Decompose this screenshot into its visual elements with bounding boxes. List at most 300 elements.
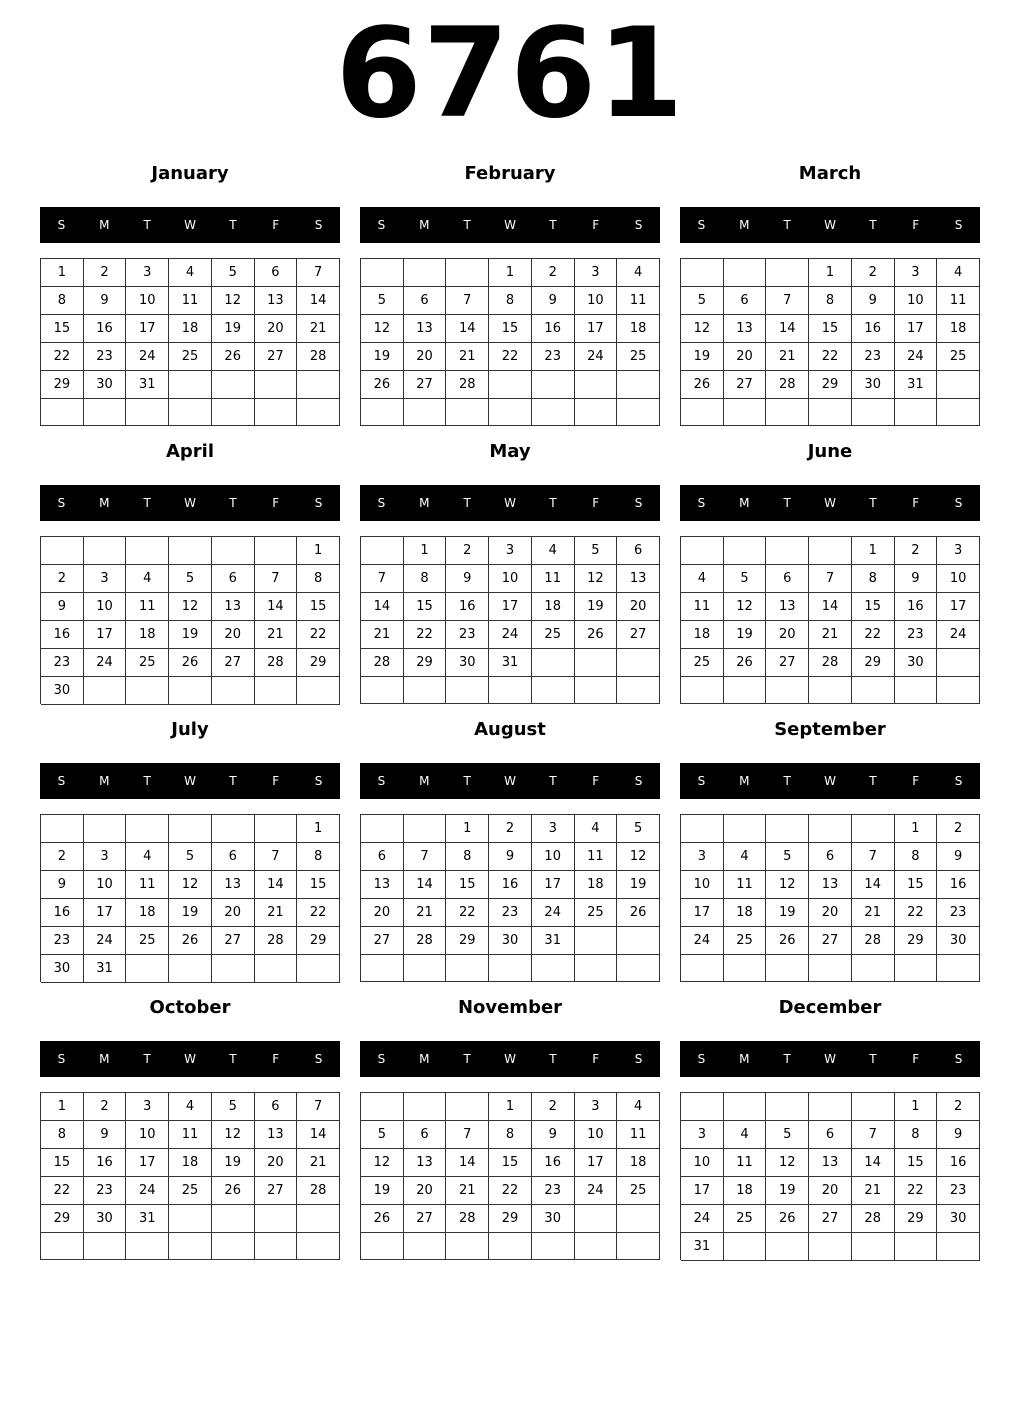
day-cell: 17 — [126, 1149, 169, 1177]
day-cell: 7 — [404, 843, 447, 871]
day-cell: 8 — [809, 287, 852, 315]
empty-cell — [809, 399, 852, 426]
empty-cell — [809, 1233, 852, 1261]
day-cell: 21 — [809, 621, 852, 649]
day-grid — [40, 536, 340, 704]
day-cell: 24 — [681, 1205, 724, 1233]
weekday-label: S — [377, 774, 386, 788]
empty-cell — [84, 1233, 127, 1260]
empty-cell — [361, 815, 404, 843]
day-cell: 12 — [617, 843, 660, 871]
day-cell: 5 — [212, 259, 255, 287]
day-cell: 10 — [681, 1149, 724, 1177]
weekday-label: M — [99, 496, 110, 510]
day-cell: 15 — [297, 871, 340, 899]
empty-cell — [404, 1233, 447, 1260]
empty-cell — [126, 677, 169, 705]
weekday-label: T — [143, 218, 151, 232]
empty-cell — [297, 1205, 340, 1233]
empty-cell — [617, 955, 660, 982]
empty-cell — [937, 677, 980, 704]
empty-cell — [446, 259, 489, 287]
day-cell: 24 — [489, 621, 532, 649]
day-cell: 21 — [255, 899, 298, 927]
day-cell: 28 — [255, 649, 298, 677]
day-cell: 6 — [617, 537, 660, 565]
empty-cell — [617, 927, 660, 955]
day-cell: 23 — [41, 649, 84, 677]
weekday-label: T — [143, 496, 151, 510]
day-cell: 26 — [766, 1205, 809, 1233]
empty-cell — [724, 677, 767, 704]
day-cell: 30 — [895, 649, 938, 677]
day-cell: 10 — [489, 565, 532, 593]
day-grid — [40, 258, 340, 426]
day-cell: 27 — [404, 371, 447, 399]
day-cell: 25 — [617, 1177, 660, 1205]
day-cell: 31 — [681, 1233, 724, 1261]
day-cell: 21 — [766, 343, 809, 371]
day-cell: 22 — [297, 621, 340, 649]
day-cell: 25 — [575, 899, 618, 927]
month-name: July — [171, 719, 209, 740]
day-cell: 24 — [84, 927, 127, 955]
weekday-label: S — [377, 1052, 386, 1066]
day-cell: 11 — [724, 1149, 767, 1177]
day-cell: 2 — [41, 565, 84, 593]
empty-cell — [766, 677, 809, 704]
day-cell: 4 — [724, 1121, 767, 1149]
day-cell: 12 — [361, 315, 404, 343]
empty-cell — [617, 371, 660, 399]
empty-cell — [809, 955, 852, 982]
empty-cell — [895, 399, 938, 426]
weekday-label: S — [314, 218, 323, 232]
empty-cell — [617, 649, 660, 677]
weekday-label: W — [824, 218, 836, 232]
day-cell: 20 — [404, 1177, 447, 1205]
weekday-label: S — [377, 496, 386, 510]
day-cell: 18 — [126, 621, 169, 649]
weekday-label: S — [314, 774, 323, 788]
day-cell: 9 — [489, 843, 532, 871]
weekday-label: T — [143, 774, 151, 788]
day-cell: 7 — [361, 565, 404, 593]
day-cell: 11 — [937, 287, 980, 315]
day-cell: 6 — [766, 565, 809, 593]
day-cell: 9 — [41, 593, 84, 621]
empty-cell — [404, 1093, 447, 1121]
weekday-label: S — [57, 218, 66, 232]
day-cell: 31 — [895, 371, 938, 399]
empty-cell — [575, 955, 618, 982]
day-cell: 7 — [446, 1121, 489, 1149]
day-cell: 14 — [297, 1121, 340, 1149]
empty-cell — [532, 677, 575, 704]
day-cell: 16 — [489, 871, 532, 899]
day-cell: 22 — [895, 1177, 938, 1205]
day-cell: 16 — [84, 315, 127, 343]
empty-cell — [126, 399, 169, 426]
day-cell: 11 — [617, 287, 660, 315]
day-cell: 16 — [41, 621, 84, 649]
day-cell: 20 — [212, 899, 255, 927]
day-cell: 6 — [809, 843, 852, 871]
day-cell: 19 — [575, 593, 618, 621]
empty-cell — [937, 955, 980, 982]
weekday-label: T — [549, 496, 557, 510]
day-cell: 7 — [255, 843, 298, 871]
day-cell: 20 — [255, 315, 298, 343]
day-cell: 5 — [766, 843, 809, 871]
empty-cell — [766, 815, 809, 843]
day-cell: 27 — [212, 649, 255, 677]
day-cell: 16 — [895, 593, 938, 621]
weekday-label: F — [272, 774, 280, 788]
weekday-label: F — [912, 218, 920, 232]
day-cell: 15 — [41, 1149, 84, 1177]
empty-cell — [617, 399, 660, 426]
empty-cell — [489, 1233, 532, 1260]
empty-cell — [937, 399, 980, 426]
day-cell: 10 — [895, 287, 938, 315]
day-cell: 20 — [212, 621, 255, 649]
day-cell: 1 — [489, 259, 532, 287]
day-cell: 25 — [724, 927, 767, 955]
day-cell: 2 — [895, 537, 938, 565]
day-cell: 14 — [446, 315, 489, 343]
day-cell: 3 — [895, 259, 938, 287]
day-cell: 22 — [809, 343, 852, 371]
weekday-label: T — [229, 774, 237, 788]
day-cell: 13 — [404, 315, 447, 343]
day-cell: 28 — [297, 343, 340, 371]
day-cell: 26 — [212, 343, 255, 371]
day-cell: 22 — [852, 621, 895, 649]
day-cell: 31 — [126, 1205, 169, 1233]
day-cell: 25 — [937, 343, 980, 371]
empty-cell — [937, 1233, 980, 1261]
day-cell: 14 — [852, 1149, 895, 1177]
empty-cell — [297, 399, 340, 426]
empty-cell — [126, 815, 169, 843]
day-cell: 7 — [766, 287, 809, 315]
empty-cell — [489, 371, 532, 399]
empty-cell — [212, 1233, 255, 1260]
weekday-label: W — [504, 774, 516, 788]
weekday-label: W — [184, 774, 196, 788]
day-cell: 9 — [84, 287, 127, 315]
empty-cell — [446, 399, 489, 426]
day-cell: 1 — [41, 1093, 84, 1121]
day-cell: 25 — [681, 649, 724, 677]
day-cell: 8 — [852, 565, 895, 593]
day-cell: 30 — [84, 1205, 127, 1233]
day-cell: 30 — [489, 927, 532, 955]
day-cell: 1 — [489, 1093, 532, 1121]
day-cell: 29 — [297, 649, 340, 677]
weekday-header — [40, 485, 340, 521]
day-cell: 11 — [169, 287, 212, 315]
day-cell: 12 — [575, 565, 618, 593]
empty-cell — [681, 955, 724, 982]
day-cell: 11 — [575, 843, 618, 871]
day-cell: 11 — [681, 593, 724, 621]
empty-cell — [852, 955, 895, 982]
empty-cell — [532, 649, 575, 677]
day-cell: 19 — [681, 343, 724, 371]
day-cell: 13 — [212, 593, 255, 621]
day-cell: 3 — [84, 565, 127, 593]
day-cell: 6 — [212, 843, 255, 871]
day-cell: 11 — [126, 871, 169, 899]
day-cell: 8 — [297, 843, 340, 871]
weekday-label: S — [377, 218, 386, 232]
weekday-label: M — [739, 774, 750, 788]
day-cell: 10 — [532, 843, 575, 871]
day-cell: 12 — [766, 1149, 809, 1177]
day-cell: 15 — [489, 315, 532, 343]
weekday-label: T — [783, 496, 791, 510]
month-name: June — [807, 441, 853, 462]
empty-cell — [212, 1205, 255, 1233]
empty-cell — [489, 955, 532, 982]
day-cell: 30 — [937, 1205, 980, 1233]
empty-cell — [446, 1093, 489, 1121]
weekday-header — [360, 485, 660, 521]
day-cell: 5 — [361, 1121, 404, 1149]
day-cell: 29 — [297, 927, 340, 955]
empty-cell — [809, 815, 852, 843]
day-cell: 15 — [809, 315, 852, 343]
empty-cell — [724, 259, 767, 287]
day-cell: 7 — [255, 565, 298, 593]
day-cell: 8 — [446, 843, 489, 871]
day-cell: 20 — [766, 621, 809, 649]
day-cell: 9 — [532, 1121, 575, 1149]
weekday-label: W — [504, 496, 516, 510]
day-cell: 20 — [361, 899, 404, 927]
weekday-label: M — [99, 1052, 110, 1066]
day-cell: 12 — [766, 871, 809, 899]
empty-cell — [297, 371, 340, 399]
empty-cell — [809, 677, 852, 704]
empty-cell — [84, 815, 127, 843]
day-cell: 26 — [361, 1205, 404, 1233]
empty-cell — [169, 955, 212, 983]
empty-cell — [404, 399, 447, 426]
empty-cell — [766, 955, 809, 982]
day-cell: 28 — [852, 927, 895, 955]
empty-cell — [895, 677, 938, 704]
day-cell: 3 — [489, 537, 532, 565]
weekday-label: M — [419, 774, 430, 788]
day-cell: 25 — [617, 343, 660, 371]
day-cell: 4 — [532, 537, 575, 565]
day-cell: 16 — [852, 315, 895, 343]
empty-cell — [169, 371, 212, 399]
empty-cell — [404, 259, 447, 287]
weekday-header — [680, 207, 980, 243]
weekday-label: S — [697, 218, 706, 232]
day-cell: 14 — [809, 593, 852, 621]
day-cell: 3 — [84, 843, 127, 871]
day-cell: 2 — [84, 259, 127, 287]
weekday-label: F — [272, 218, 280, 232]
weekday-label: T — [869, 496, 877, 510]
day-cell: 25 — [532, 621, 575, 649]
empty-cell — [937, 649, 980, 677]
weekday-label: S — [634, 218, 643, 232]
weekday-label: M — [739, 496, 750, 510]
day-cell: 12 — [169, 871, 212, 899]
day-cell: 29 — [404, 649, 447, 677]
day-grid — [360, 814, 660, 982]
day-cell: 9 — [84, 1121, 127, 1149]
weekday-label: M — [99, 774, 110, 788]
day-cell: 1 — [809, 259, 852, 287]
day-cell: 1 — [895, 815, 938, 843]
day-cell: 22 — [41, 343, 84, 371]
day-cell: 15 — [895, 871, 938, 899]
day-cell: 15 — [446, 871, 489, 899]
day-cell: 7 — [446, 287, 489, 315]
day-cell: 24 — [532, 899, 575, 927]
day-cell: 23 — [852, 343, 895, 371]
day-cell: 10 — [84, 871, 127, 899]
day-grid — [680, 536, 980, 704]
weekday-label: T — [229, 1052, 237, 1066]
day-grid — [360, 1092, 660, 1260]
day-cell: 2 — [532, 1093, 575, 1121]
day-cell: 16 — [532, 315, 575, 343]
day-cell: 24 — [575, 1177, 618, 1205]
weekday-label: S — [954, 1052, 963, 1066]
day-cell: 26 — [169, 649, 212, 677]
weekday-label: T — [549, 218, 557, 232]
empty-cell — [766, 259, 809, 287]
empty-cell — [169, 1233, 212, 1260]
weekday-header — [360, 207, 660, 243]
weekday-label: S — [634, 1052, 643, 1066]
month-name: March — [798, 163, 862, 184]
day-cell: 24 — [126, 343, 169, 371]
day-cell: 27 — [255, 343, 298, 371]
day-cell: 8 — [41, 287, 84, 315]
day-cell: 17 — [489, 593, 532, 621]
day-cell: 23 — [84, 1177, 127, 1205]
day-cell: 28 — [446, 1205, 489, 1233]
empty-cell — [724, 537, 767, 565]
day-cell: 15 — [489, 1149, 532, 1177]
day-cell: 28 — [297, 1177, 340, 1205]
day-grid — [680, 814, 980, 982]
weekday-label: F — [912, 1052, 920, 1066]
day-cell: 13 — [255, 1121, 298, 1149]
day-cell: 23 — [937, 1177, 980, 1205]
day-cell: 11 — [169, 1121, 212, 1149]
day-cell: 13 — [361, 871, 404, 899]
day-cell: 2 — [84, 1093, 127, 1121]
day-cell: 2 — [937, 1093, 980, 1121]
day-cell: 28 — [404, 927, 447, 955]
weekday-label: W — [184, 496, 196, 510]
empty-cell — [361, 1093, 404, 1121]
day-cell: 27 — [255, 1177, 298, 1205]
day-cell: 29 — [895, 1205, 938, 1233]
day-cell: 14 — [361, 593, 404, 621]
day-cell: 8 — [895, 1121, 938, 1149]
day-cell: 6 — [809, 1121, 852, 1149]
day-cell: 22 — [446, 899, 489, 927]
empty-cell — [852, 677, 895, 704]
day-cell: 28 — [852, 1205, 895, 1233]
day-cell: 29 — [489, 1205, 532, 1233]
day-cell: 27 — [212, 927, 255, 955]
day-cell: 10 — [681, 871, 724, 899]
day-cell: 12 — [212, 1121, 255, 1149]
weekday-label: T — [549, 1052, 557, 1066]
empty-cell — [852, 1233, 895, 1261]
empty-cell — [126, 537, 169, 565]
day-cell: 2 — [532, 259, 575, 287]
empty-cell — [212, 677, 255, 705]
day-cell: 24 — [84, 649, 127, 677]
empty-cell — [126, 1233, 169, 1260]
empty-cell — [532, 371, 575, 399]
day-cell: 8 — [489, 287, 532, 315]
empty-cell — [617, 677, 660, 704]
weekday-label: W — [504, 1052, 516, 1066]
empty-cell — [681, 1093, 724, 1121]
day-cell: 28 — [446, 371, 489, 399]
empty-cell — [41, 399, 84, 426]
weekday-label: F — [912, 496, 920, 510]
empty-cell — [41, 537, 84, 565]
weekday-header — [40, 763, 340, 799]
day-cell: 2 — [489, 815, 532, 843]
month-name: April — [165, 441, 215, 462]
day-cell: 2 — [41, 843, 84, 871]
empty-cell — [212, 537, 255, 565]
weekday-label: S — [954, 774, 963, 788]
day-cell: 9 — [937, 1121, 980, 1149]
day-cell: 24 — [575, 343, 618, 371]
day-cell: 1 — [404, 537, 447, 565]
day-cell: 18 — [169, 1149, 212, 1177]
day-cell: 7 — [852, 1121, 895, 1149]
year-title: 6761 — [335, 2, 685, 146]
weekday-label: W — [824, 496, 836, 510]
day-cell: 2 — [937, 815, 980, 843]
day-cell: 1 — [852, 537, 895, 565]
day-cell: 15 — [852, 593, 895, 621]
empty-cell — [809, 1093, 852, 1121]
day-cell: 3 — [937, 537, 980, 565]
empty-cell — [84, 537, 127, 565]
day-cell: 6 — [255, 1093, 298, 1121]
day-cell: 27 — [404, 1205, 447, 1233]
day-cell: 20 — [724, 343, 767, 371]
month-name: August — [474, 719, 546, 740]
day-cell: 6 — [404, 1121, 447, 1149]
empty-cell — [681, 815, 724, 843]
weekday-label: S — [954, 496, 963, 510]
empty-cell — [681, 537, 724, 565]
empty-cell — [169, 1205, 212, 1233]
day-cell: 13 — [617, 565, 660, 593]
day-cell: 17 — [126, 315, 169, 343]
